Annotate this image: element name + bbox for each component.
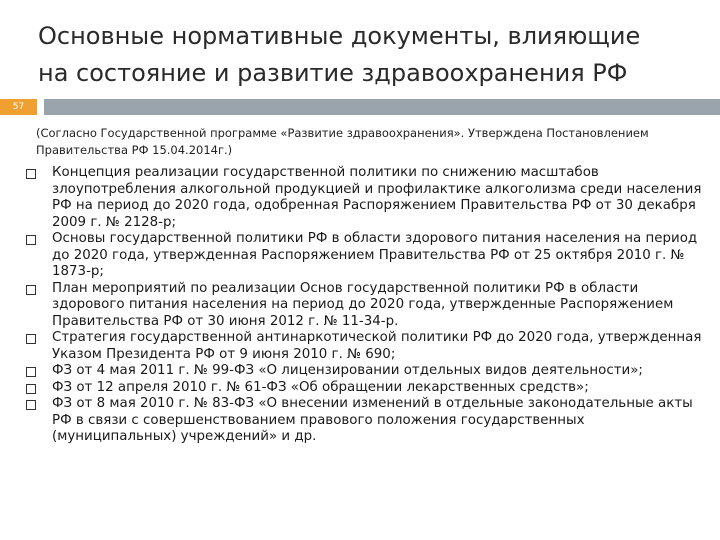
list-item (22, 231, 702, 281)
list-item-text: Концепция реализации государственной политики по снижению масштабов злоупотребления алкогольной продукцией и профилактике алкоголизма среди населения РФ на период до 2020 года, одобренная Распоряжением Правительства РФ от 30 декабря 2009 г. № 2128-р; (52, 165, 702, 230)
list-item (22, 330, 702, 363)
document-list (22, 165, 702, 446)
list-item (22, 281, 702, 331)
hollow-square-bullet-icon (26, 235, 36, 245)
list-item-text: ФЗ от 12 апреля 2010 г. № 61-ФЗ «Об обращении лекарственных средств»; (52, 379, 589, 395)
list-item-text: Стратегия государственной антинаркотической политики РФ до 2020 года, утвержденная Указом Президента РФ от 9 июня 2010 г. № 690; (52, 330, 702, 362)
hollow-square-bullet-icon (26, 334, 36, 344)
hollow-square-bullet-icon (26, 384, 36, 394)
page-number-badge: 57 (0, 99, 37, 115)
list-item (22, 363, 702, 380)
hollow-square-bullet-icon (26, 285, 36, 295)
hollow-square-bullet-icon (26, 169, 36, 179)
slide-title: Основные нормативные документы, влияющие на состояние и развитие здравоохранения РФ (38, 22, 641, 87)
list-item-text: План мероприятий по реализации Основ государственной политики РФ в области здорового питания населения на период до 2020 года, утвержденные Распоряжением Правительства РФ от 30 июня 2012 г. № 11-34-р. (52, 280, 674, 329)
list-item (22, 165, 702, 231)
list-item (22, 396, 702, 446)
slide-subtitle: (Согласно Государственной программе «Развитие здравоохранения». Утверждена Постановлением Правительства РФ 15.04.2014г.) (36, 126, 649, 157)
list-item (22, 380, 702, 397)
list-item-text: ФЗ от 4 мая 2011 г. № 99-ФЗ «О лицензировании отдельных видов деятельности»; (52, 363, 643, 378)
list-item-text: ФЗ от 8 мая 2010 г. № 83-ФЗ «О внесении изменений в отдельные законодательные акты РФ в связи с совершенствованием правового положения государственных (муниципальных) учреждений» и др. (52, 396, 693, 444)
list-item-text: Основы государственной политики РФ в области здорового питания населения на период до 2020 года, утвержденная Распоряжением Правительства РФ от 25 октября 2010 г. № 1873-р; (52, 231, 698, 279)
hollow-square-bullet-icon (26, 367, 36, 377)
hollow-square-bullet-icon (26, 400, 36, 410)
header-divider-bar (44, 99, 720, 115)
